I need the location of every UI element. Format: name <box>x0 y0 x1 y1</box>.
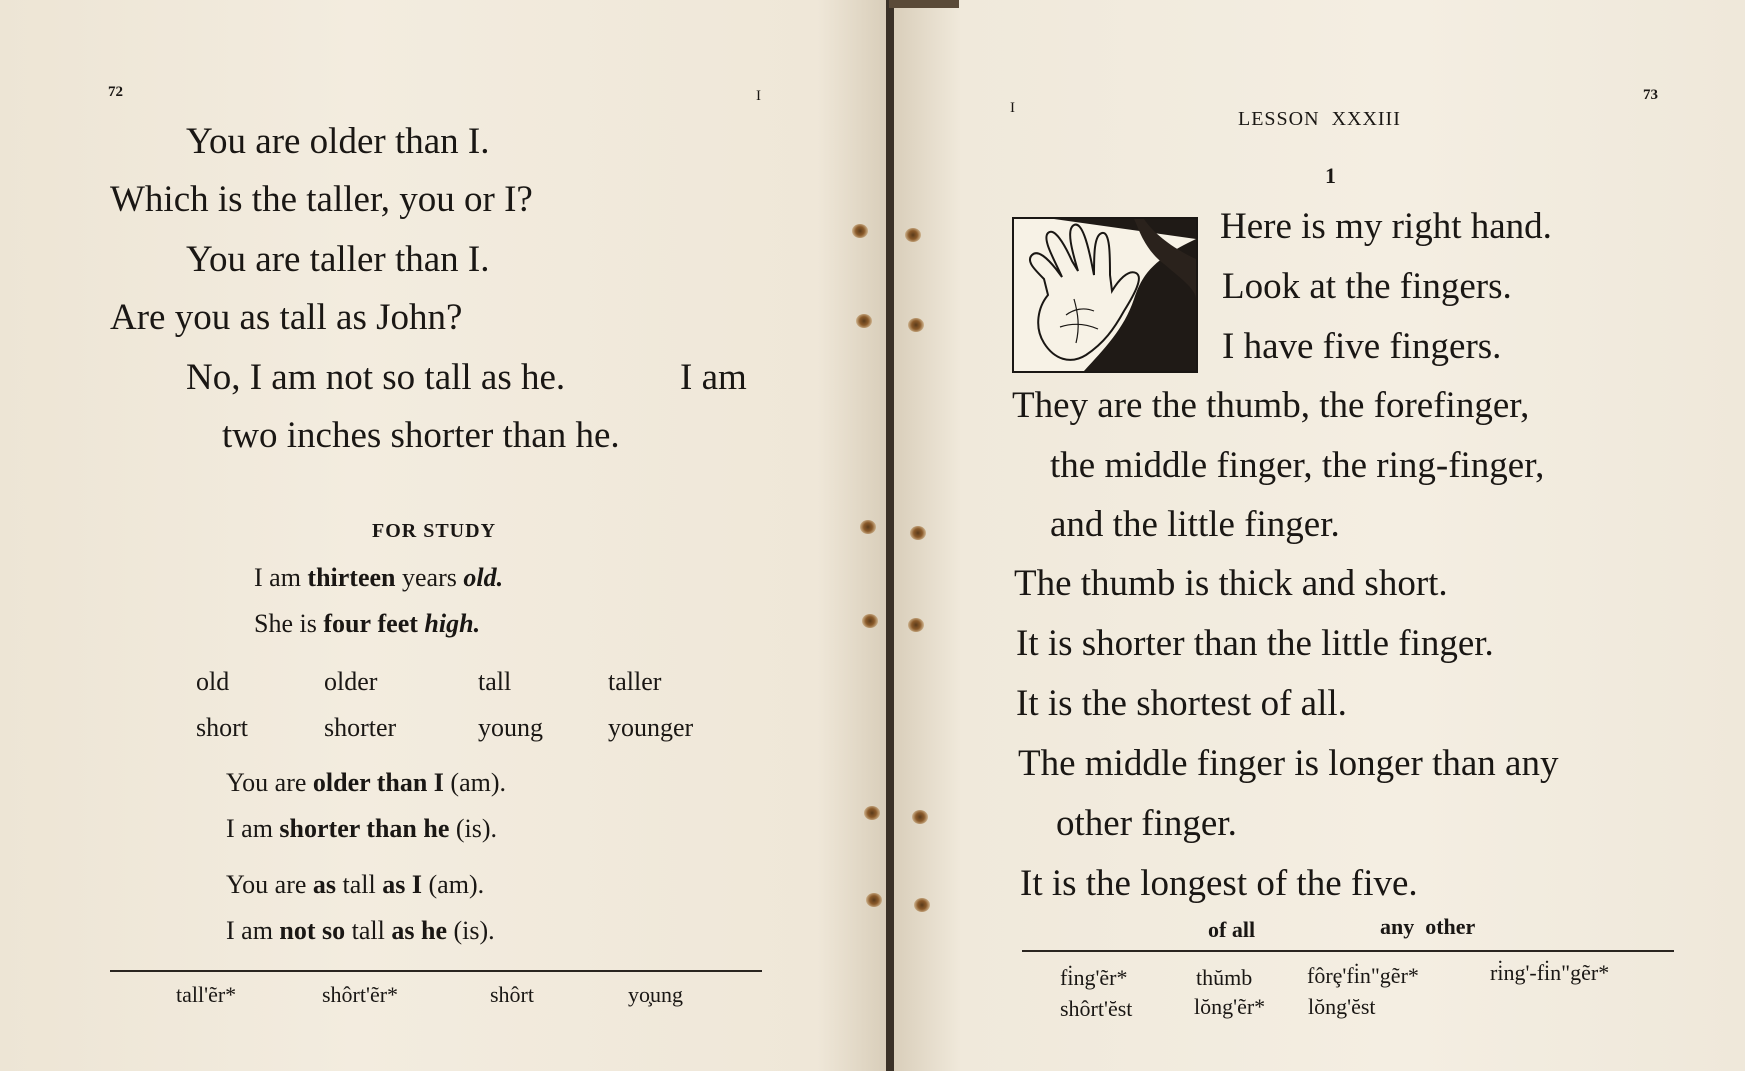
text-line: Look at the fingers. <box>1222 266 1512 307</box>
text-line: Are you as tall as John? <box>110 297 463 338</box>
study-line <box>254 563 503 593</box>
pronunciation-key: shôrt <box>490 982 534 1007</box>
word-cell: tall <box>478 667 512 696</box>
text-line: I am <box>680 357 747 398</box>
comparison-text: (is). <box>449 814 498 843</box>
word-cell: short <box>196 713 248 742</box>
comparison-text: I am <box>226 916 280 945</box>
text-line: The thumb is thick and short. <box>1014 563 1448 604</box>
word-cell: old <box>196 667 230 696</box>
study-text-bold-italic: high. <box>424 609 481 638</box>
pronunciation-key: lŏng'ĕst <box>1308 994 1376 1019</box>
stitch-hole <box>910 526 926 540</box>
text-line: You are taller than I. <box>186 239 490 280</box>
study-heading: FOR STUDY <box>372 520 497 542</box>
stitch-hole <box>908 618 924 632</box>
comparison-line <box>226 768 506 798</box>
pronunciation-key: thŭmb <box>1196 965 1253 990</box>
word-cell: shorter <box>324 713 397 742</box>
stitch-hole <box>860 520 876 534</box>
running-mark-right: I <box>1010 100 1015 116</box>
study-text: years <box>395 563 464 592</box>
text-line: Which is the taller, you or I? <box>110 179 533 220</box>
text-line: and the little finger. <box>1050 504 1340 545</box>
text-line: the middle finger, the ring-finger, <box>1050 445 1545 486</box>
study-text-bold: thirteen <box>307 563 396 592</box>
text-line: You are older than I. <box>186 121 490 162</box>
study-text-bold: four <box>323 609 372 638</box>
comparison-line <box>226 916 495 946</box>
comparison-text-bold: as he <box>391 916 448 945</box>
pronunciation-key: fi̇ng'ẽr* <box>1060 965 1128 990</box>
text-line: Here is my right hand. <box>1220 206 1552 247</box>
lesson-number: 1 <box>1325 163 1336 188</box>
pronunciation-key: ri̇ng'-fi̇n"gẽr* <box>1490 960 1610 985</box>
text-line: I have five fingers. <box>1222 326 1502 367</box>
text-line: They are the thumb, the forefinger, <box>1012 385 1530 426</box>
study-phrase: any other <box>1380 914 1476 939</box>
stitch-hole <box>852 224 868 238</box>
comparison-text: I am <box>226 814 280 843</box>
text-line: The middle finger is longer than any <box>1018 743 1559 784</box>
comparison-text: You are <box>226 768 313 797</box>
stitch-hole <box>856 314 872 328</box>
hand-illustration <box>1012 217 1198 373</box>
book-gutter <box>886 0 894 1071</box>
pronunciation-key: yo̧ung <box>628 982 683 1007</box>
divider-rule <box>110 970 762 972</box>
text-line: It is the shortest of all. <box>1016 683 1347 724</box>
pronunciation-key: shôrt'ẽr* <box>322 982 399 1007</box>
pronunciation-key: shôrt'ĕst <box>1060 996 1133 1021</box>
comparison-line <box>226 814 497 844</box>
study-text: I am <box>254 563 308 592</box>
study-line <box>254 609 480 639</box>
stitch-hole <box>905 228 921 242</box>
word-cell: young <box>478 713 543 742</box>
pronunciation-key: lŏng'ẽr* <box>1194 994 1266 1019</box>
word-cell: older <box>324 667 378 696</box>
stitch-hole <box>908 318 924 332</box>
comparison-text-bold: as <box>312 870 337 899</box>
page-number-left: 72 <box>108 84 123 100</box>
text-line: other finger. <box>1056 803 1237 844</box>
comparison-text: (is). <box>447 916 495 945</box>
word-cell: younger <box>608 713 694 742</box>
word-cell: taller <box>608 667 662 696</box>
stitch-hole <box>862 614 878 628</box>
study-phrase: of all <box>1208 917 1256 942</box>
pronunciation-key: fôrȩ'fi̇n"gẽr* <box>1307 963 1419 988</box>
lesson-title: LESSON XXXIII <box>1238 108 1401 130</box>
running-mark-left: I <box>756 88 761 104</box>
text-line: It is the longest of the five. <box>1020 863 1418 904</box>
stitch-hole <box>914 898 930 912</box>
comparison-text-bold: not so <box>279 916 346 945</box>
comparison-line <box>226 870 484 900</box>
study-text: She is <box>254 609 324 638</box>
comparison-text: (am). <box>443 768 507 797</box>
text-line: It is shorter than the little finger. <box>1016 623 1494 664</box>
comparison-text-bold: as I <box>382 870 423 899</box>
right-hand-icon <box>1014 219 1196 371</box>
study-text-bold-italic: old. <box>463 563 504 592</box>
divider-rule <box>1022 950 1674 952</box>
stitch-hole <box>866 893 882 907</box>
pronunciation-key: tall'ẽr* <box>176 982 237 1007</box>
comparison-text-bold: older than I <box>312 768 444 797</box>
page-number-right: 73 <box>1643 87 1658 103</box>
comparison-text: tall <box>336 870 383 899</box>
stitch-hole <box>912 810 928 824</box>
comparison-text: (am). <box>422 870 485 899</box>
comparison-text-bold: shorter than he <box>279 814 450 843</box>
gutter-top-edge <box>889 0 959 8</box>
text-line: No, I am not so tall as he. <box>186 357 566 398</box>
text-line: two inches shorter than he. <box>222 415 620 456</box>
stitch-hole <box>864 806 880 820</box>
comparison-text: You are <box>226 870 313 899</box>
study-text-bold: feet <box>377 609 418 638</box>
comparison-text: tall <box>345 916 392 945</box>
